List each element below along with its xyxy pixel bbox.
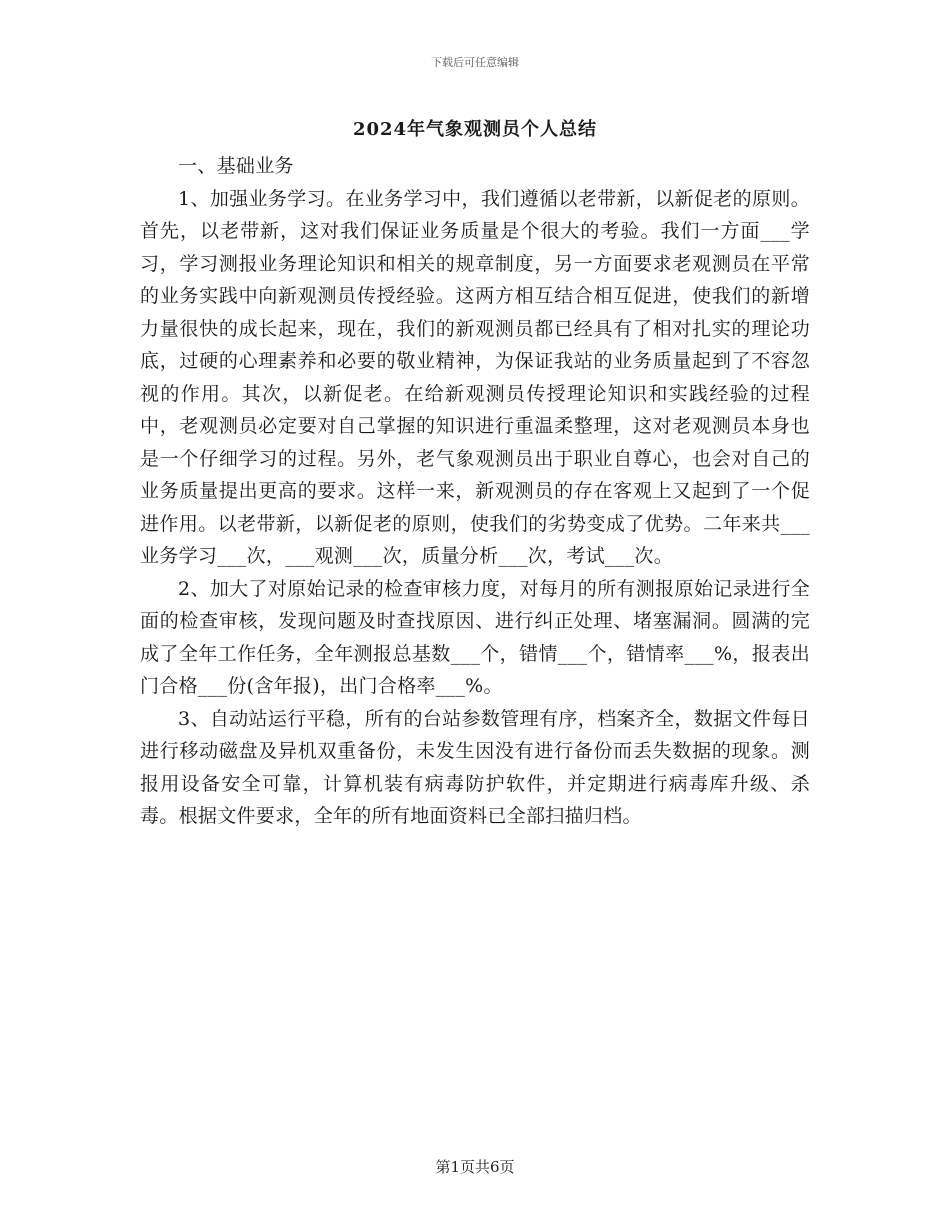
header-note: 下载后可任意编辑 — [431, 56, 519, 69]
document-title: 2024年气象观测员个人总结 — [352, 119, 598, 140]
paragraph-2: 2、加大了对原始记录的检查审核力度，对每月的所有测报原始记录进行全面的检查审核，发现问题及时查找原因、进行纠正处理、堵塞漏洞。圆满的完成了全年工作任务，全年测报总基数___个，错情___个，错情率___%，报表出门合格___份(含年报)，出门合格率___%。 — [140, 577, 810, 697]
document-body — [140, 150, 810, 833]
paragraph-3: 3、自动站运行平稳，所有的台站参数管理有序，档案齐全，数据文件每日进行移动磁盘及异机双重备份，未发生因没有进行备份而丢失数据的现象。测报用设备安全可靠，计算机装有病毒防护软件，并定期进行病毒库升级、杀毒。根据文件要求，全年的所有地面资料已全部扫描归档。 — [140, 707, 810, 827]
section-heading: 一、基础业务 — [178, 155, 294, 177]
paragraph-1: 1、加强业务学习。在业务学习中，我们遵循以老带新，以新促老的原则。首先，以老带新，这对我们保证业务质量是个很大的考验。我们一方面___学习，学习测报业务理论知识和相关的规章制度，另一方面要求老观测员在平常的业务实践中向新观测员传授经验。这两方相互结合相互促进，使我们的新增力量很快的成长起来，现在，我们的新观测员都已经具有了相对扎实的理论功底，过硬的心理素养和必要的敬业精神，为保证我站的业务质量起到了不容忽视的作用。其次，以新促老。在给新观测员传授理论知识和实践经验的过程中，老观测员必定要对自己掌握的知识进行重温柔整理，这对老观测员本身也是一个仔细学习的过程。另外，老气象观测员出于职业自尊心，也会对自己的业务质量提出更高的要求。这样一来，新观测员的存在客观上又起到了一个促进作用。以老带新，以新促老的原则，使我们的劣势变成了优势。二年来共___业务学习___次，___观测___次，质量分析___次，考试___次。 — [140, 187, 810, 567]
page-number: 第1页共6页 — [435, 1158, 515, 1176]
